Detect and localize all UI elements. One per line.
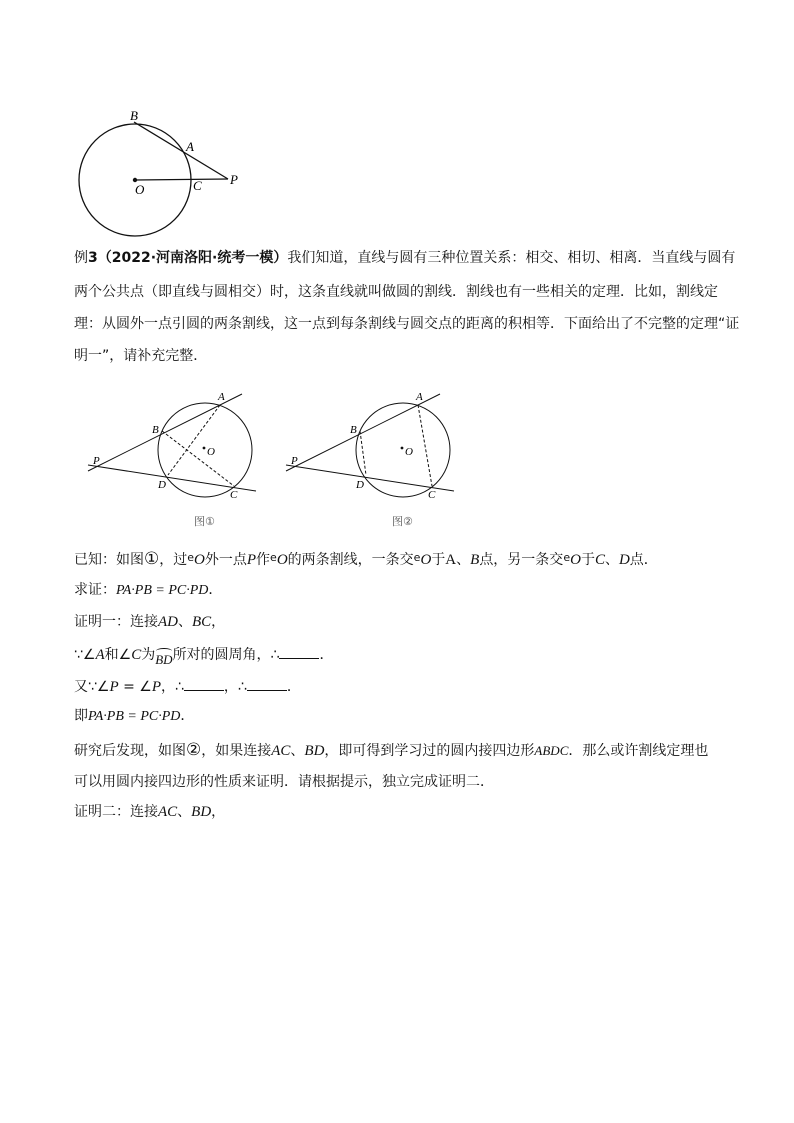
given-D: D [618,552,630,568]
research-BD: BD [304,743,325,759]
fig1-chord-AD [168,405,220,475]
prove-label: 求证： [74,582,116,598]
given-B: B [470,552,480,568]
proof1-eq: = ∠ [118,679,152,695]
research-text-a: 研究后发现，如图 [74,743,186,759]
circle-symbol: e [413,551,421,564]
fig2-label-B: B [350,424,357,436]
proof1-P2: P [151,679,161,695]
example-line-3: 理：从圆外一点引圆的两条割线，这一点到每条割线与圆交点的距离的积相等．下面给出了不完整的定理“证 [74,316,740,332]
proof2-line [74,802,225,822]
proof1-line2-rest: 所对的圆周角，∴ [172,647,280,663]
given-sep: 、 [456,552,471,568]
fig2-label-P: P [291,455,298,467]
given-text-6: 于 [431,552,446,568]
example-line-1 [74,248,735,268]
figure-2 [280,385,470,530]
fig1-secant-PA [88,394,242,471]
fig2-label-D: D [356,479,364,491]
given-text-2: ，过 [159,552,188,568]
example-line-4: 明一”，请补充完整． [74,348,208,364]
proof1-AD: AD [158,614,178,630]
given-O: O [420,552,432,568]
arc-BD: BD [155,650,172,670]
circle-symbol: e [563,551,571,564]
segment-OP [135,179,228,180]
proof1-because: ∵∠ [74,647,96,663]
fig2-label-O: O [405,446,413,458]
research-AC: AC [271,743,291,759]
given-A: A [445,552,457,568]
proof1-BC: BC [192,614,212,630]
given-text-4: 作 [256,552,271,568]
fig1-label-D: D [158,479,166,491]
given-text-9: 点． [629,552,658,568]
given-line [74,548,658,570]
fig1-label-A: A [218,391,225,403]
proof2-BD: BD [191,804,212,820]
research-line-1 [74,740,708,761]
given-text-5: 的两条割线，一条交 [287,552,414,568]
circle-symbol: e [187,551,195,564]
research-sep: 、 [290,743,305,759]
fig2-chord-AC [418,405,432,486]
proof1-comma: ，∴ [161,679,184,695]
research-text-d: ．那么或许割线定理也 [568,743,709,759]
proof1-and: 和∠ [104,647,132,663]
proof1-line-4 [74,706,194,727]
given-text-7: 点，另一条交 [479,552,564,568]
answer-blank-3[interactable] [247,676,287,691]
fig2-chord-BD [360,431,366,475]
prove-formula: PA·PB = PC·PD [116,583,209,598]
proof2-AC: AC [158,804,178,820]
label-A: A [186,139,194,154]
given-text-8: 于 [580,552,595,568]
research-text-c: ，即可得到学习过的圆内接四边形 [324,743,535,759]
label-C: C [193,178,202,193]
research-line-2: 可以用圆内接四边形的性质来证明．请根据提示，独立完成证明二． [74,774,494,790]
proof1-angle-A: A [95,647,105,663]
research-fig-ref: ② [186,740,202,760]
proof2-label: 证明二：连接 [74,804,158,820]
research-text-b: ，如果连接 [201,743,272,759]
label-P: P [230,172,238,187]
answer-blank-1[interactable] [279,644,319,659]
proof1-line3-start: 又∵∠ [74,679,110,695]
prove-line [74,580,222,601]
fig1-label-P: P [93,455,100,467]
proof1-period: ． [286,679,301,695]
example-line1-text: 我们知道，直线与圆有三种位置关系：相交、相切、相离．当直线与圆有 [287,250,736,266]
proof1-line4-start: 即 [74,708,88,724]
circle-symbol: e [270,551,277,564]
proof1-angle-C: C [131,647,142,663]
fig2-secant-PC [286,465,454,491]
label-O: O [135,182,145,197]
fig2-secant-PA [286,394,440,471]
example-number: 3 [88,250,98,266]
secant-PB [134,122,228,179]
prove-end: ． [208,582,223,598]
fig2-label-C: C [428,489,436,501]
fig2-center-dot [401,447,404,450]
fig2-caption: 图② [392,515,413,528]
given-fig-ref: ① [144,549,160,569]
proof1-period: ． [319,647,334,663]
proof1-wei: 为 [141,647,156,663]
answer-blank-2[interactable] [184,676,224,691]
fig1-label-B: B [152,424,159,436]
proof1-line-3 [74,676,301,697]
given-O: O [570,552,581,568]
figure-1 [82,385,272,530]
proof1-comma2: ，∴ [223,679,247,695]
given-P: P [246,552,257,568]
proof2-end: ， [211,804,226,820]
given-O: O [276,552,288,568]
top-figure [70,100,260,240]
proof1-formula: PA·PB = PC·PD [88,709,181,724]
fig1-secant-PC [88,465,256,491]
proof1-line-2 [74,644,333,670]
example-line-2: 两个公共点（即直线与圆相交）时，这条直线就叫做圆的割线．割线也有一些相关的定理．比如，割线定 [74,284,718,300]
research-quad: ABDC [534,743,569,758]
example-prefix: 例 [74,250,88,266]
proof1-label: 证明一：连接 [74,614,158,630]
given-sep: 、 [604,552,619,568]
example-source: （2022·河南洛阳·统考一模） [97,250,288,266]
given-O: O [194,552,205,568]
given-text-1: 已知：如图 [74,552,144,568]
given-text-3: 外一点 [204,552,247,568]
fig1-label-C: C [230,489,238,501]
proof2-sep: 、 [177,804,192,820]
proof1-sep: 、 [178,614,192,630]
label-B: B [130,108,138,123]
fig1-caption: 图① [194,515,215,528]
given-C: C [594,552,605,568]
fig1-center-dot [203,447,206,450]
proof1-line4-end: ． [180,708,195,724]
fig1-label-O: O [207,446,215,458]
proof1-line-1 [74,612,225,632]
proof1-line1-end: ， [211,614,226,630]
proof1-P1: P [109,679,119,695]
fig2-label-A: A [416,391,423,403]
